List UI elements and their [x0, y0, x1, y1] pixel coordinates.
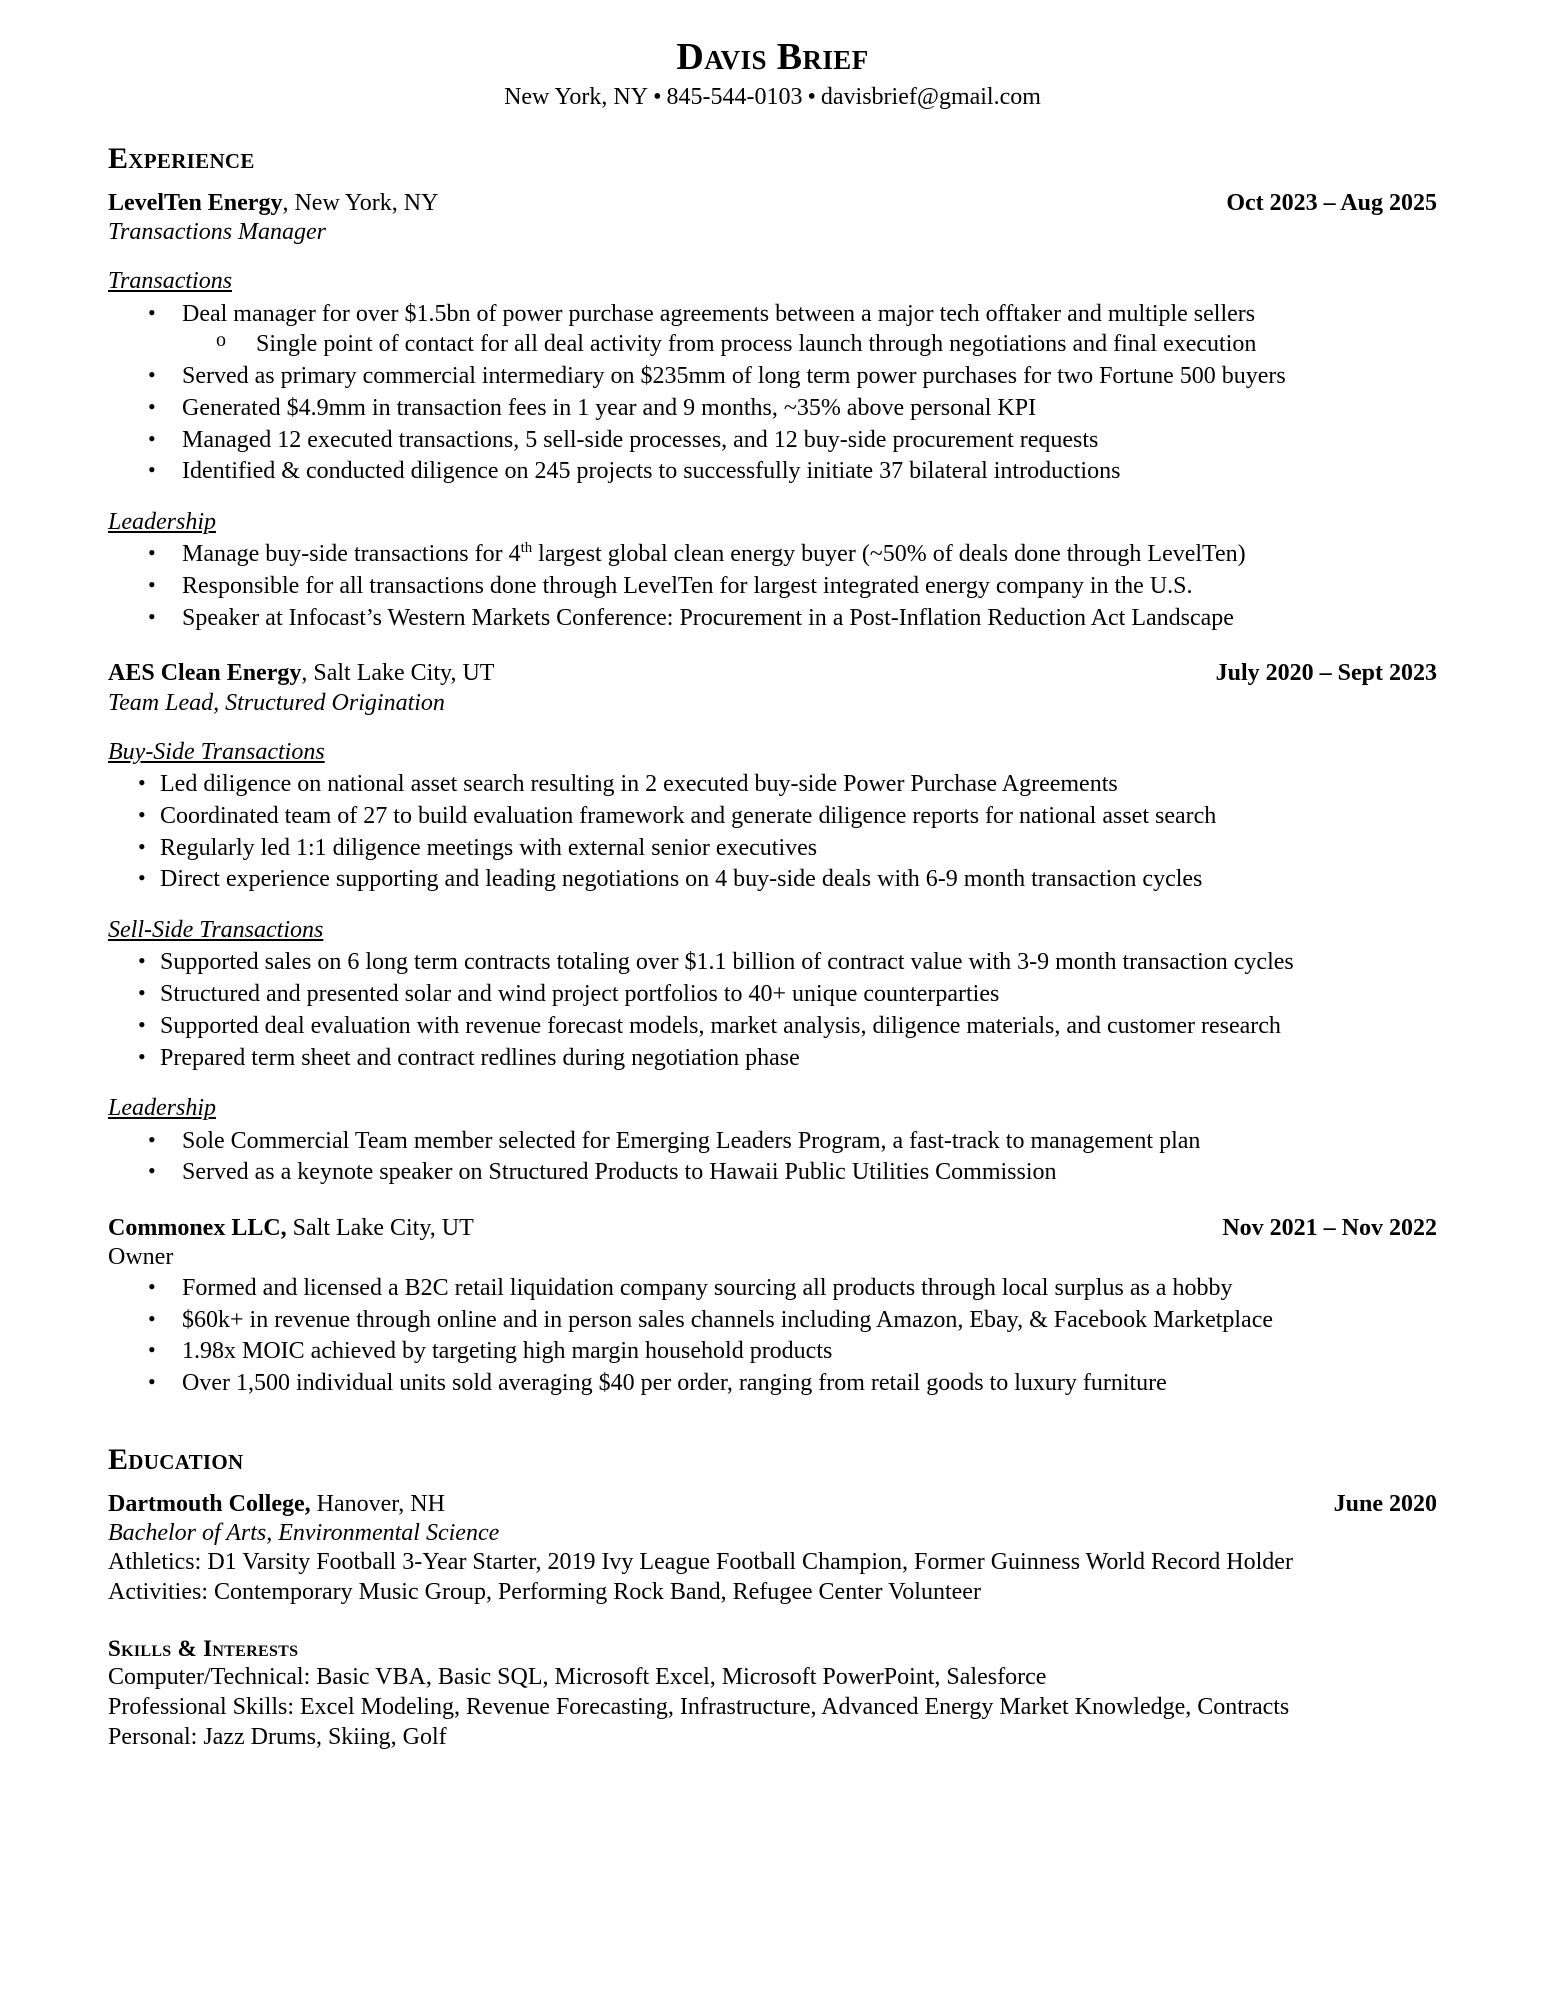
contact-separator-2: • — [807, 83, 816, 110]
section-heading-skills: Skills & Interests — [108, 1635, 299, 1661]
bullet-item: • Served as primary commercial intermediary on $235mm of long term power purchases for two Fortune 500 buyers — [148, 362, 1286, 390]
bullet-marker: • — [148, 571, 156, 597]
education-detail-lines — [108, 1548, 1437, 1608]
experience-entry — [108, 659, 1437, 1188]
candidate-name: Davis Brief — [676, 36, 869, 78]
bullet-item: • $60k+ in revenue through online and in person sales channels including Amazon, Ebay, & Facebook Marketplace — [148, 1305, 1274, 1333]
experience-bullet-list — [108, 299, 1437, 487]
bullet-item: • Identified & conducted diligence on 245 projects to successfully initiate 37 bilateral introductions — [148, 457, 1121, 485]
bullet-item: • Sole Commercial Team member selected for Emerging Leaders Program, a fast-track to management plan — [148, 1126, 1201, 1154]
education-entry — [108, 1490, 1437, 1608]
nested-bullet-item: o Single point of contact for all deal activity from process launch through negotiations and final execution — [216, 329, 1257, 358]
skills-line: Computer/Technical: Basic VBA, Basic SQL, Microsoft Excel, Microsoft PowerPoint, Salesforce — [108, 1664, 1047, 1691]
section-heading-education: Education — [108, 1442, 244, 1476]
experience-company-name: LevelTen Energy — [108, 189, 283, 216]
experience-company-name: AES Clean Energy — [108, 660, 302, 687]
experience-date: Nov 2021 – Nov 2022 — [1222, 1214, 1437, 1241]
education-degree: Bachelor of Arts, Environmental Science — [108, 1520, 500, 1547]
experience-bullet-list — [108, 947, 1437, 1073]
bullet-marker: • — [138, 801, 146, 827]
bullet-marker: • — [138, 948, 146, 974]
bullet-marker: • — [138, 1011, 146, 1037]
contact-separator-1: • — [653, 83, 662, 110]
experience-bullet-list — [108, 539, 1437, 633]
bullet-item: • Deal manager for over $1.5bn of power purchase agreements between a major tech offtaker and multiple sellers o Single point of contact for all deal activity from process launch through negotiations and final execution — [108, 299, 1437, 360]
experience-date: Oct 2023 – Aug 2025 — [1226, 189, 1437, 216]
experience-section — [108, 189, 1437, 1399]
experience-job-title: Owner — [108, 1244, 174, 1271]
bullet-marker: • — [148, 1158, 156, 1184]
bullet-marker: • — [148, 425, 156, 451]
experience-bullet-list — [108, 769, 1437, 895]
bullet-marker: • — [148, 457, 156, 483]
experience-bullet-list — [108, 1273, 1437, 1399]
bullet-item: • Manage buy-side transactions for 4th largest global clean energy buyer (~50% of deals done through LevelTen) — [148, 540, 1246, 568]
skills-lines — [108, 1663, 1437, 1752]
skills-line: Personal: Jazz Drums, Skiing, Golf — [108, 1723, 447, 1750]
bullet-item: • Responsible for all transactions done through LevelTen for largest integrated energy company in the U.S. — [148, 571, 1193, 599]
experience-company-location: Salt Lake City, UT — [286, 1214, 474, 1241]
bullet-item: • Led diligence on national asset search resulting in 2 executed buy-side Power Purchase Agreements — [138, 770, 1118, 798]
bullet-marker: • — [148, 1126, 156, 1152]
bullet-item: • Supported sales on 6 long term contracts totaling over $1.1 billion of contract value with 3-9 month transaction cycles — [138, 948, 1294, 976]
experience-group-heading-wrap — [108, 247, 1437, 298]
bullet-item: • Prepared term sheet and contract redlines during negotiation phase — [138, 1043, 800, 1071]
education-date: June 2020 — [1333, 1490, 1437, 1517]
bullet-marker: • — [138, 1043, 146, 1069]
experience-group-heading: Leadership — [108, 1095, 216, 1122]
experience-group-heading: Sell-Side Transactions — [108, 917, 324, 944]
bullet-marker: • — [138, 770, 146, 796]
bullet-item: • Over 1,500 individual units sold averaging $40 per order, ranging from retail goods to luxury furniture — [148, 1369, 1167, 1397]
experience-org — [108, 659, 494, 688]
experience-entry — [108, 1214, 1437, 1399]
experience-job-title: Team Lead, Structured Origination — [108, 689, 445, 716]
education-detail-line: Athletics: D1 Varsity Football 3-Year Starter, 2019 Ivy League Football Champion, Former Guinness World Record Holder — [108, 1549, 1293, 1576]
education-detail-line: Activities: Contemporary Music Group, Performing Rock Band, Refugee Center Volunteer — [108, 1579, 981, 1606]
bullet-item: • Speaker at Infocast’s Western Markets Conference: Procurement in a Post-Inflation Reduction Act Landscape — [148, 603, 1234, 631]
education-org — [108, 1490, 445, 1519]
experience-job-title: Transactions Manager — [108, 219, 327, 246]
experience-bullet-list — [108, 1126, 1437, 1188]
section-heading-experience: Experience — [108, 141, 255, 175]
education-school-location: Hanover, NH — [310, 1490, 445, 1517]
bullet-item: • Supported deal evaluation with revenue forecast models, market analysis, diligence materials, and customer research — [138, 1011, 1281, 1039]
experience-group-heading: Buy-Side Transactions — [108, 738, 325, 765]
bullet-marker: • — [148, 1305, 156, 1331]
bullet-item: • 1.98x MOIC achieved by targeting high margin household products — [148, 1337, 833, 1365]
experience-group-heading-wrap — [108, 718, 1437, 769]
bullet-marker: • — [148, 603, 156, 629]
experience-entry-head — [108, 189, 1437, 218]
experience-date: July 2020 – Sept 2023 — [1215, 660, 1437, 687]
bullet-marker: • — [148, 1369, 156, 1395]
experience-entry-head — [108, 1214, 1437, 1243]
experience-org — [108, 189, 438, 218]
experience-company-location: , Salt Lake City, UT — [301, 660, 495, 687]
bullet-marker: • — [148, 393, 156, 419]
contact-phone: 845-544-0103 — [666, 83, 803, 110]
contact-email[interactable]: davisbrief@gmail.com — [820, 83, 1041, 110]
experience-group-heading-wrap — [108, 1074, 1437, 1125]
experience-group-heading: Transactions — [108, 268, 233, 295]
skills-line: Professional Skills: Excel Modeling, Revenue Forecasting, Infrastructure, Advanced Energy Market Knowledge, Contracts — [108, 1693, 1290, 1720]
education-school-name: Dartmouth College, — [108, 1490, 311, 1517]
experience-org — [108, 1214, 474, 1243]
bullet-item: • Generated $4.9mm in transaction fees in 1 year and 9 months, ~35% above personal KPI — [148, 393, 1037, 421]
bullet-item: • Structured and presented solar and wind project portfolios to 40+ unique counterparties — [138, 980, 1000, 1008]
bullet-marker: • — [148, 299, 156, 325]
bullet-marker: • — [138, 980, 146, 1006]
experience-company-name: Commonex LLC, — [108, 1214, 287, 1241]
experience-entry-head — [108, 659, 1437, 688]
bullet-marker: • — [148, 1337, 156, 1363]
bullet-marker: • — [148, 540, 156, 566]
contact-location: New York, NY — [504, 83, 649, 110]
superscript-ordinal: th — [520, 540, 533, 557]
contact-line — [108, 82, 1437, 112]
bullet-marker: • — [138, 865, 146, 891]
nested-bullet-list — [182, 329, 1437, 360]
bullet-item: • Direct experience supporting and leading negotiations on 4 buy-side deals with 6-9 month transaction cycles — [138, 865, 1203, 893]
experience-group-heading: Leadership — [108, 509, 216, 535]
bullet-item: • Served as a keynote speaker on Structured Products to Hawaii Public Utilities Commission — [148, 1158, 1057, 1186]
bullet-item: • Coordinated team of 27 to build evaluation framework and generate diligence reports for national asset search — [138, 801, 1217, 829]
bullet-marker: • — [138, 833, 146, 859]
bullet-item: • Formed and licensed a B2C retail liquidation company sourcing all products through local surplus as a hobby — [148, 1273, 1233, 1301]
education-entry-head — [108, 1490, 1437, 1519]
nested-bullet-marker: o — [216, 329, 226, 352]
bullet-marker: • — [148, 362, 156, 388]
experience-group-heading-wrap — [108, 488, 1437, 539]
experience-group-heading-wrap — [108, 896, 1437, 947]
bullet-marker: • — [148, 1273, 156, 1299]
experience-entry — [108, 189, 1437, 634]
experience-company-location: , New York, NY — [282, 189, 439, 216]
bullet-item: • Regularly led 1:1 diligence meetings with external senior executives — [138, 833, 818, 861]
bullet-item: • Managed 12 executed transactions, 5 sell-side processes, and 12 buy-side procurement requests — [148, 425, 1099, 453]
